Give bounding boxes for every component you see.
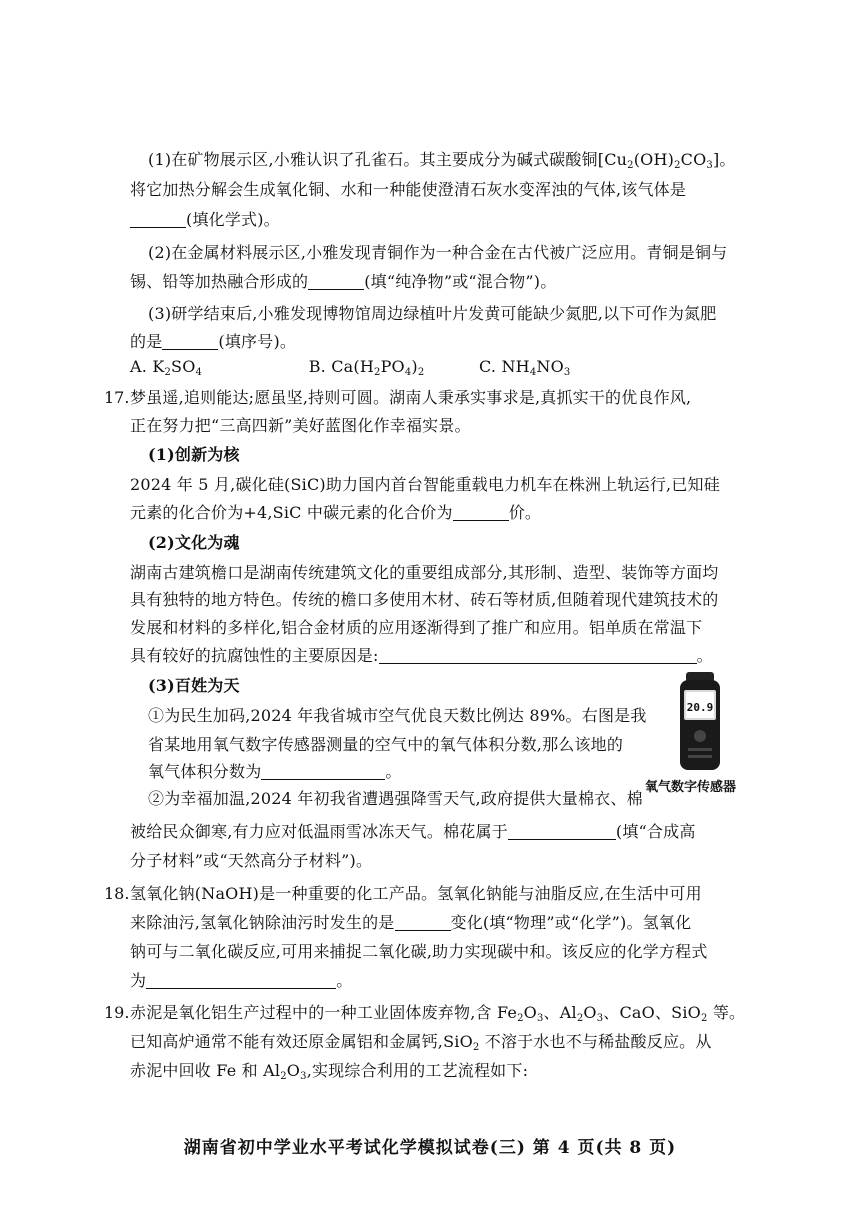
- q19-line1: 赤泥是氧化铝生产过程中的一种工业固体废弃物,含 $Fe_2O_3$、$Al_2O_3$、CaO、SiO$_2$ 等。: [130, 1003, 746, 1024]
- answer-blank[interactable]: [130, 211, 186, 228]
- q18-line2: 来除油污,氢氧化钠除油污时发生的是 变化(填“物理”或“化学”)。氢氧化: [130, 913, 692, 932]
- q16-part1-line3: (填化学式)。: [130, 210, 280, 230]
- q17-section3-line4: ②为幸福加温,2024 年初我省遭遇强降雪天气,政府提供大量棉衣、棉: [148, 789, 643, 808]
- q19-line2: 已知高炉通常不能有效还原金属铝和金属钙,SiO$_2$ 不溶于水也不与稀盐酸反应。从: [130, 1032, 712, 1053]
- q17-intro-line1: 梦虽遥,追则能达;愿虽坚,持则可圆。湖南人秉承实事求是,真抓实干的优良作风,: [130, 388, 692, 407]
- q17-section2-line3: 发展和材料的多样化,铝合金材质的应用逐渐得到了推广和应用。铝单质在常温下: [130, 618, 703, 637]
- answer-blank[interactable]: [162, 333, 218, 350]
- option-b: B. $Ca(H_2PO_4)_2$: [308, 357, 425, 378]
- page-footer: 湖南省初中学业水平考试化学模拟试卷(三) 第 4 页(共 8 页): [183, 1138, 677, 1158]
- q17-section3-title: (3)百姓为天: [148, 676, 240, 695]
- q17-section1-title: (1)创新为核: [148, 445, 240, 464]
- q17-section3-line6: 分子材料”或“天然高分子材料”)。: [130, 851, 373, 870]
- q17-section1-line2: 元素的化合价为+4,SiC 中碳元素的化合价为 价。: [130, 503, 542, 522]
- answer-blank[interactable]: [261, 763, 385, 780]
- q18-number: 18.: [104, 884, 130, 903]
- option-c: C. $NH_4NO_3$: [479, 357, 571, 378]
- answer-blank[interactable]: [146, 972, 336, 989]
- sensor-caption: 氧气数字传感器: [645, 780, 737, 795]
- q17-section3-line3: 氧气体积分数为 。: [148, 762, 402, 781]
- q19-number: 19.: [104, 1003, 130, 1022]
- answer-blank[interactable]: [453, 504, 509, 521]
- q17-intro-line2: 正在努力把“三高四新”美好蓝图化作幸福实景。: [130, 416, 471, 435]
- q16-part1-line2: 将它加热分解会生成氧化铜、水和一种能使澄清石灰水变浑浊的气体,该气体是: [130, 180, 687, 199]
- q19-line3: 赤泥中回收 Fe 和 $Al_2O_3$,实现综合利用的工艺流程如下:: [130, 1061, 529, 1082]
- q18-line1: 氢氧化钠(NaOH)是一种重要的化工产品。氢氧化钠能与油脂反应,在生活中可用: [130, 884, 702, 903]
- q18-line4: 为 。: [130, 971, 353, 990]
- q17-section2-line4: 具有较好的抗腐蚀性的主要原因是: 。: [130, 646, 713, 665]
- answer-blank[interactable]: [508, 823, 616, 840]
- q16-options: [130, 357, 570, 377]
- q17-section2-title: (2)文化为魂: [148, 533, 240, 552]
- q16-part3-line1: (3)研学结束后,小雅发现博物馆周边绿植叶片发黄可能缺少氮肥,以下可作为氮肥: [148, 304, 717, 323]
- option-a: A. $K_2SO_4$: [130, 357, 203, 378]
- q17-section3-line2: 省某地用氧气数字传感器测量的空气中的氧气体积分数,那么该地的: [148, 735, 624, 754]
- q17-section1-line1: 2024 年 5 月,碳化硅(SiC)助力国内首台智能重载电力机车在株洲上轨运行,已知硅: [130, 475, 720, 494]
- q16-part2-line1: (2)在金属材料展示区,小雅发现青铜作为一种合金在古代被广泛应用。青铜是铜与: [148, 243, 728, 262]
- q17-number: 17.: [104, 388, 130, 407]
- q18-line3: 钠可与二氧化碳反应,可用来捕捉二氧化碳,助力实现碳中和。该反应的化学方程式: [130, 942, 708, 961]
- q17-section2-line2: 具有独特的地方特色。传统的檐口多使用木材、砖石等材质,但随着现代建筑技术的: [130, 590, 719, 609]
- q17-section2-line1: 湖南古建筑檐口是湖南传统建筑文化的重要组成部分,其形制、造型、装饰等方面均: [130, 563, 719, 582]
- sensor-reading: 20.9: [686, 701, 714, 714]
- answer-blank[interactable]: [308, 273, 364, 290]
- q17-section3-line5: 被给民众御寒,有力应对低温雨雪冰冻天气。棉花属于 (填“合成高: [130, 822, 696, 841]
- q16-part1-line1: (1)在矿物展示区,小雅认识了孔雀石。其主要成分为碱式碳酸铜$[Cu_2(OH)_2CO_3]$。: [148, 150, 736, 171]
- q16-part3-line2: 的是 (填序号)。: [130, 332, 297, 351]
- q17-section3-line1: ①为民生加码,2024 年我省城市空气优良天数比例达 89%。右图是我: [148, 706, 647, 725]
- oxygen-sensor-image: [676, 672, 724, 772]
- answer-blank[interactable]: [395, 914, 451, 931]
- q16-part2-line2: 锡、铅等加热融合形成的 (填“纯净物”或“混合物”)。: [130, 272, 557, 291]
- answer-blank[interactable]: [379, 647, 697, 664]
